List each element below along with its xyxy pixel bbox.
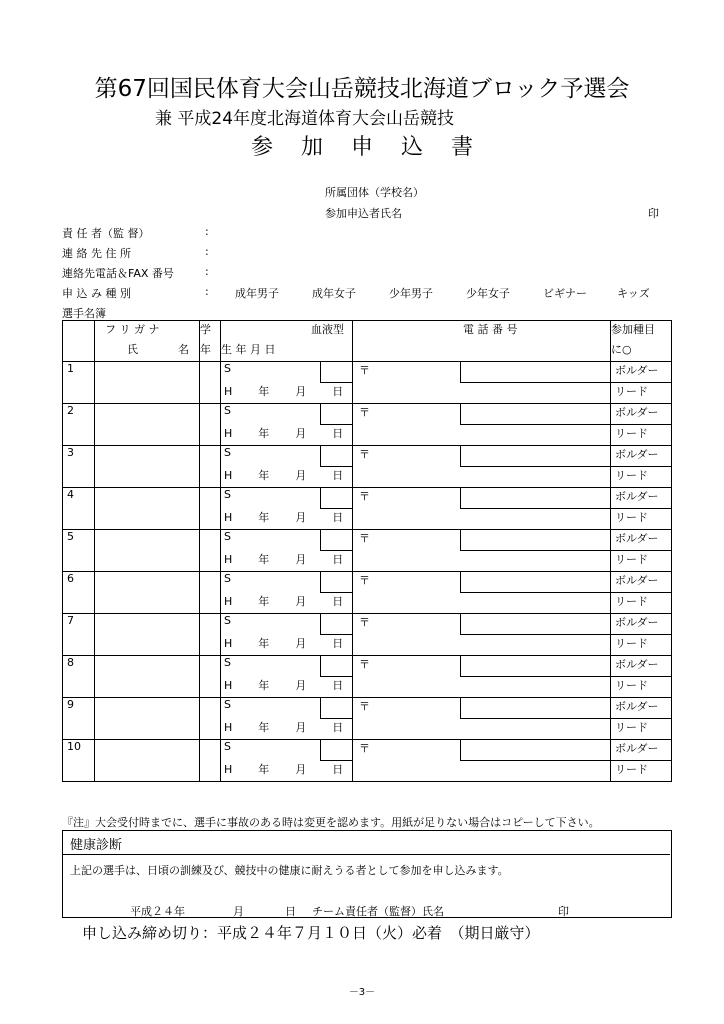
postal-cell[interactable] — [353, 446, 461, 467]
row-number — [63, 740, 95, 782]
postal-cell[interactable] — [353, 572, 461, 593]
lead-cell[interactable] — [611, 425, 672, 446]
lead-label: リード — [615, 763, 648, 776]
boulder-label: ボルダー — [615, 658, 659, 671]
lead-cell[interactable] — [611, 761, 672, 782]
birth-showa-cell[interactable] — [221, 488, 321, 509]
lead-cell[interactable] — [611, 677, 672, 698]
postal-cell[interactable] — [353, 656, 461, 677]
birth-heisei-cell[interactable] — [221, 635, 353, 656]
boulder-label: ボルダー — [615, 700, 659, 713]
boulder-label: ボルダー — [615, 490, 659, 503]
birth-heisei-cell[interactable] — [221, 719, 353, 740]
year-label: 年 — [258, 427, 270, 440]
boulder-cell[interactable] — [611, 530, 672, 551]
postal-mark: 〒 — [359, 364, 370, 377]
name-cell[interactable] — [95, 446, 200, 488]
title-sub: 兼 平成24年度北海道体育大会山岳競技 — [155, 109, 455, 129]
lead-label: リード — [615, 637, 648, 650]
phone-bottom-cell[interactable] — [353, 677, 611, 698]
heisei-label: H — [224, 385, 233, 398]
row-number-label: 7 — [67, 614, 74, 627]
lead-cell[interactable] — [611, 467, 672, 488]
showa-label: S — [224, 404, 231, 417]
grade-cell[interactable] — [200, 362, 221, 404]
phone-bottom-cell[interactable] — [353, 551, 611, 572]
grade-label-2: 年 — [200, 343, 211, 356]
roster-table — [62, 320, 672, 782]
blood-type-box[interactable] — [321, 698, 353, 719]
day-label: 日 — [332, 427, 344, 440]
boulder-label: ボルダー — [615, 532, 659, 545]
applicant-label: 参加申込者氏名 — [325, 207, 402, 220]
health-text: 上記の選手は、日頃の訓練及び、競技中の健康に耐えうる者として参加を申し込みます。 — [70, 864, 509, 877]
birth-showa-cell[interactable] — [221, 404, 321, 425]
boulder-label: ボルダー — [615, 448, 659, 461]
table-row — [63, 446, 672, 467]
month-label: 月 — [295, 469, 307, 482]
phone-box[interactable] — [461, 656, 611, 677]
grade-cell[interactable] — [200, 698, 221, 740]
name-cell[interactable] — [95, 530, 200, 572]
name-cell[interactable] — [95, 740, 200, 782]
month-label: 月 — [295, 763, 307, 776]
lead-label: リード — [615, 553, 648, 566]
row-number — [63, 488, 95, 530]
phone-bottom-cell[interactable] — [353, 593, 611, 614]
name-mei-label: 名 — [178, 343, 189, 356]
month-label: 月 — [295, 721, 307, 734]
health-title-box — [62, 830, 670, 855]
grade-cell[interactable] — [200, 530, 221, 572]
health-signer: チーム責任者（監督）氏名 — [312, 905, 444, 918]
header-no — [63, 321, 95, 342]
table-row — [63, 698, 672, 719]
month-label: 月 — [295, 595, 307, 608]
row-number-label: 3 — [67, 446, 74, 459]
grade-cell[interactable] — [200, 404, 221, 446]
name-cell[interactable] — [95, 572, 200, 614]
blood-type-box[interactable] — [321, 446, 353, 467]
year-label: 年 — [258, 385, 270, 398]
month-label: 月 — [295, 637, 307, 650]
year-label: 年 — [258, 595, 270, 608]
month-label: 月 — [295, 679, 307, 692]
day-label: 日 — [332, 637, 344, 650]
phone-bottom-cell[interactable] — [353, 635, 611, 656]
day-label: 日 — [332, 469, 344, 482]
health-era: 平成２４年 — [130, 905, 185, 918]
lead-label: リード — [615, 385, 648, 398]
header-phone — [353, 321, 611, 342]
day-label: 日 — [332, 511, 344, 524]
birth-showa-cell[interactable] — [221, 572, 321, 593]
grade-label-1: 学 — [200, 323, 211, 336]
phone-bottom-cell[interactable] — [353, 509, 611, 530]
category-colon: : — [205, 285, 209, 298]
birth-heisei-cell[interactable] — [221, 383, 353, 404]
day-label: 日 — [332, 721, 344, 734]
header-furigana — [95, 321, 200, 342]
row-number-label: 4 — [67, 488, 74, 501]
lead-label: リード — [615, 595, 648, 608]
year-label: 年 — [258, 637, 270, 650]
showa-label: S — [224, 488, 231, 501]
row-number-label: 6 — [67, 572, 74, 585]
day-label: 日 — [332, 679, 344, 692]
postal-mark: 〒 — [359, 742, 370, 755]
boulder-label: ボルダー — [615, 616, 659, 629]
health-day: 日 — [285, 905, 296, 918]
header-category-2 — [611, 341, 672, 362]
health-seal: 印 — [558, 905, 569, 918]
postal-mark: 〒 — [359, 448, 370, 461]
name-cell[interactable] — [95, 488, 200, 530]
postal-cell[interactable] — [353, 488, 461, 509]
blood-type-box[interactable] — [321, 614, 353, 635]
note: 『注』大会受付時までに、選手に事故のある時は変更を認めます。用紙が足りない場合はコピーして下さい。 — [62, 816, 600, 829]
phone-box[interactable] — [461, 404, 611, 425]
row-number — [63, 362, 95, 404]
phone-bottom-cell[interactable] — [353, 425, 611, 446]
boulder-label: ボルダー — [615, 574, 659, 587]
row-number — [63, 404, 95, 446]
phone-bottom-cell[interactable] — [353, 761, 611, 782]
address-colon: : — [205, 245, 209, 258]
blood-type-box[interactable] — [321, 656, 353, 677]
lead-label: リード — [615, 469, 648, 482]
boulder-cell[interactable] — [611, 614, 672, 635]
phone-box[interactable] — [461, 488, 611, 509]
birth-heisei-cell[interactable] — [221, 593, 353, 614]
boulder-cell[interactable] — [611, 698, 672, 719]
boulder-label: ボルダー — [615, 406, 659, 419]
postal-cell[interactable] — [353, 404, 461, 425]
phone-box[interactable] — [461, 740, 611, 761]
lead-label: リード — [615, 721, 648, 734]
furigana-label: フ リ ガ ナ — [105, 323, 160, 336]
postal-cell[interactable] — [353, 698, 461, 719]
name-cell[interactable] — [95, 614, 200, 656]
lead-label: リード — [615, 679, 648, 692]
category-option: ビギナー — [543, 287, 587, 300]
category-label-2: に○ — [611, 343, 632, 356]
year-label: 年 — [258, 763, 270, 776]
header-phone-2 — [353, 341, 611, 362]
row-number — [63, 614, 95, 656]
boulder-cell[interactable] — [611, 656, 672, 677]
phone-label: 電 話 番 号 — [463, 323, 518, 336]
lead-cell[interactable] — [611, 635, 672, 656]
lead-cell[interactable] — [611, 383, 672, 404]
table-row — [63, 488, 672, 509]
row-number-label: 8 — [67, 656, 74, 669]
table-row — [63, 656, 672, 677]
birth-label: 生 年 月 日 — [221, 343, 276, 356]
blood-label: 血液型 — [311, 323, 344, 336]
day-label: 日 — [332, 385, 344, 398]
day-label: 日 — [332, 763, 344, 776]
boulder-cell[interactable] — [611, 404, 672, 425]
table-row — [63, 614, 672, 635]
postal-mark: 〒 — [359, 532, 370, 545]
grade-cell[interactable] — [200, 656, 221, 698]
showa-label: S — [224, 572, 231, 585]
birth-heisei-cell[interactable] — [221, 551, 353, 572]
phone-box[interactable] — [461, 614, 611, 635]
phone-box[interactable] — [461, 698, 611, 719]
row-number-label: 1 — [67, 362, 74, 375]
birth-showa-cell[interactable] — [221, 698, 321, 719]
header-grade — [200, 321, 221, 342]
phone-bottom-cell[interactable] — [353, 467, 611, 488]
birth-showa-cell[interactable] — [221, 446, 321, 467]
applicant-seal: 印 — [648, 207, 659, 220]
category-option: 成年男子 — [235, 287, 279, 300]
year-label: 年 — [258, 679, 270, 692]
birth-heisei-cell[interactable] — [221, 425, 353, 446]
row-number-label: 2 — [67, 404, 74, 417]
birth-showa-cell[interactable] — [221, 740, 321, 761]
heisei-label: H — [224, 679, 233, 692]
phone-fax-colon: : — [205, 265, 209, 278]
birth-showa-cell[interactable] — [221, 530, 321, 551]
name-cell[interactable] — [95, 656, 200, 698]
postal-mark: 〒 — [359, 700, 370, 713]
row-number — [63, 572, 95, 614]
category-option: 成年女子 — [312, 287, 356, 300]
heisei-label: H — [224, 763, 233, 776]
row-number — [63, 698, 95, 740]
birth-heisei-cell[interactable] — [221, 677, 353, 698]
birth-heisei-cell[interactable] — [221, 509, 353, 530]
manager-label: 責 任 者（監 督） — [62, 227, 150, 240]
month-label: 月 — [295, 511, 307, 524]
org-label: 所属団体（学校名） — [325, 186, 424, 199]
boulder-cell[interactable] — [611, 362, 672, 383]
header-no-2 — [63, 341, 95, 362]
year-label: 年 — [258, 553, 270, 566]
grade-cell[interactable] — [200, 614, 221, 656]
birth-showa-cell[interactable] — [221, 656, 321, 677]
name-cell[interactable] — [95, 698, 200, 740]
postal-cell[interactable] — [353, 740, 461, 761]
phone-box[interactable] — [461, 530, 611, 551]
postal-mark: 〒 — [359, 616, 370, 629]
health-title: 健康診断 — [70, 838, 123, 853]
phone-bottom-cell[interactable] — [353, 383, 611, 404]
phone-box[interactable] — [461, 572, 611, 593]
postal-mark: 〒 — [359, 490, 370, 503]
category-option: 少年男子 — [389, 287, 433, 300]
header-birth — [221, 341, 353, 362]
category-option: 少年女子 — [466, 287, 510, 300]
postal-mark: 〒 — [359, 574, 370, 587]
title-main: 第67回国民体育大会山岳競技北海道ブロック予選会 — [94, 76, 630, 102]
row-number-label: 5 — [67, 530, 74, 543]
lead-label: リード — [615, 427, 648, 440]
row-number-label: 10 — [67, 740, 81, 753]
phone-fax-label: 連絡先電話＆FAX 番号 — [62, 267, 174, 280]
lead-cell[interactable] — [611, 593, 672, 614]
postal-mark: 〒 — [359, 406, 370, 419]
page-number: －3－ — [348, 987, 376, 998]
heisei-label: H — [224, 469, 233, 482]
boulder-label: ボルダー — [615, 364, 659, 377]
showa-label: S — [224, 362, 231, 375]
showa-label: S — [224, 740, 231, 753]
table-row — [63, 362, 672, 383]
table-row — [63, 530, 672, 551]
blood-type-box[interactable] — [321, 572, 353, 593]
grade-cell[interactable] — [200, 446, 221, 488]
heisei-label: H — [224, 553, 233, 566]
phone-box[interactable] — [461, 446, 611, 467]
birth-heisei-cell[interactable] — [221, 761, 353, 782]
phone-box[interactable] — [461, 362, 611, 383]
category-label-1: 参加種目 — [611, 323, 655, 336]
name-cell[interactable] — [95, 404, 200, 446]
table-row — [63, 404, 672, 425]
row-number — [63, 530, 95, 572]
roster-label: 選手名簿 — [62, 307, 106, 320]
lead-cell[interactable] — [611, 719, 672, 740]
header-grade-2 — [200, 341, 221, 362]
postal-cell[interactable] — [353, 362, 461, 383]
health-month: 月 — [233, 905, 244, 918]
showa-label: S — [224, 530, 231, 543]
showa-label: S — [224, 446, 231, 459]
blood-type-box[interactable] — [321, 404, 353, 425]
showa-label: S — [224, 656, 231, 669]
category-option: キッズ — [617, 287, 650, 300]
header-blood — [221, 321, 353, 342]
postal-mark: 〒 — [359, 658, 370, 671]
birth-showa-cell[interactable] — [221, 362, 321, 383]
address-label: 連 絡 先 住 所 — [62, 247, 131, 260]
postal-cell[interactable] — [353, 530, 461, 551]
lead-cell[interactable] — [611, 509, 672, 530]
birth-heisei-cell[interactable] — [221, 467, 353, 488]
heisei-label: H — [224, 595, 233, 608]
category-label: 申 込 み 種 別 — [62, 287, 131, 300]
heisei-label: H — [224, 637, 233, 650]
month-label: 月 — [295, 385, 307, 398]
lead-cell[interactable] — [611, 551, 672, 572]
boulder-cell[interactable] — [611, 446, 672, 467]
row-number — [63, 446, 95, 488]
manager-colon: : — [205, 225, 209, 238]
boulder-cell[interactable] — [611, 488, 672, 509]
year-label: 年 — [258, 511, 270, 524]
year-label: 年 — [258, 721, 270, 734]
month-label: 月 — [295, 553, 307, 566]
grade-cell[interactable] — [200, 488, 221, 530]
showa-label: S — [224, 614, 231, 627]
deadline: 申し込み締め切り：平成２４年７月１０日（火）必着 （期日厳守） — [82, 924, 540, 942]
heisei-label: H — [224, 511, 233, 524]
grade-cell[interactable] — [200, 572, 221, 614]
blood-type-box[interactable] — [321, 740, 353, 761]
day-label: 日 — [332, 553, 344, 566]
birth-showa-cell[interactable] — [221, 614, 321, 635]
year-label: 年 — [258, 469, 270, 482]
name-cell[interactable] — [95, 362, 200, 404]
name-shi-label: 氏 — [127, 343, 138, 356]
row-number — [63, 656, 95, 698]
month-label: 月 — [295, 427, 307, 440]
boulder-cell[interactable] — [611, 740, 672, 761]
title-form: 参加申込書 — [250, 135, 501, 160]
blood-type-box[interactable] — [321, 362, 353, 383]
header-name — [95, 341, 200, 362]
row-number-label: 9 — [67, 698, 74, 711]
boulder-label: ボルダー — [615, 742, 659, 755]
lead-label: リード — [615, 511, 648, 524]
phone-bottom-cell[interactable] — [353, 719, 611, 740]
heisei-label: H — [224, 721, 233, 734]
blood-type-box[interactable] — [321, 488, 353, 509]
day-label: 日 — [332, 595, 344, 608]
blood-type-box[interactable] — [321, 530, 353, 551]
table-row — [63, 740, 672, 761]
heisei-label: H — [224, 427, 233, 440]
header-category — [611, 321, 672, 342]
boulder-cell[interactable] — [611, 572, 672, 593]
showa-label: S — [224, 698, 231, 711]
postal-cell[interactable] — [353, 614, 461, 635]
grade-cell[interactable] — [200, 740, 221, 782]
table-row — [63, 572, 672, 593]
